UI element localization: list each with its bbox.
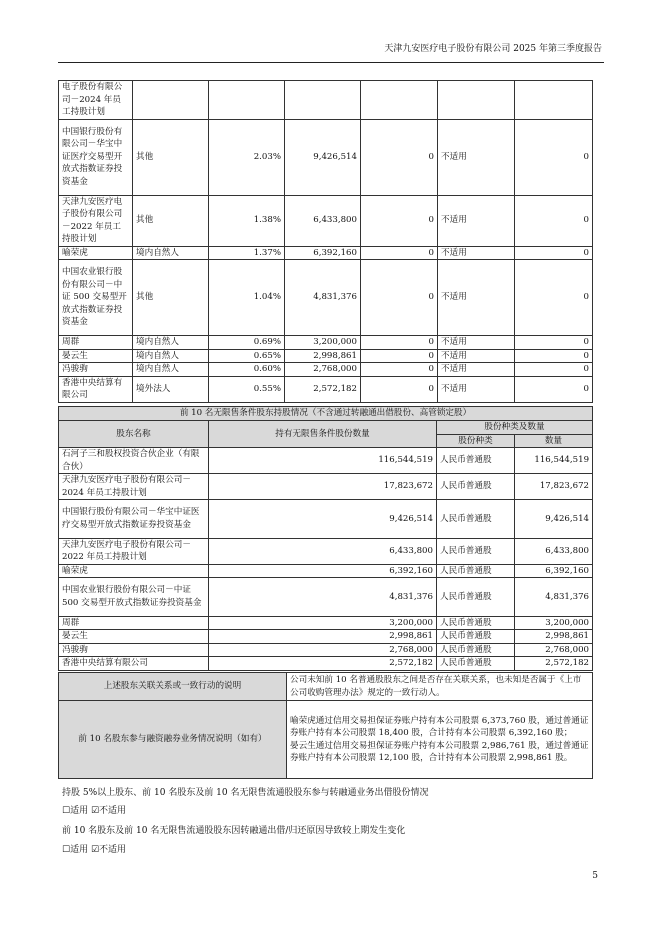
shares-held: 6,433,800 bbox=[285, 195, 361, 246]
margin-text-2: 晏云生通过信用交易担保证券账户持有本公司股票 2,986,761 股，通过普通证券账户持有本公司股票 12,100 股，合计持有本公司股票 2,998,861 股。 bbox=[290, 740, 589, 763]
top10-shareholders-table bbox=[58, 80, 593, 403]
shares-held: 2,768,000 bbox=[285, 363, 361, 377]
shareholding-ratio: 1.37% bbox=[209, 246, 285, 260]
table-row bbox=[59, 538, 593, 564]
shareholder-name: 天津九安医疗电子股份有限公司－2022 年员工持股计划 bbox=[59, 195, 133, 246]
unrestricted-count: 9,426,514 bbox=[209, 500, 437, 539]
report-header-title: 天津九安医疗电子股份有限公司 2025 年第三季度报告 bbox=[384, 44, 602, 54]
change-options bbox=[62, 842, 126, 855]
pledge-status: 不适用 bbox=[438, 260, 515, 336]
pledge-quantity: 0 bbox=[515, 349, 593, 363]
shareholding-ratio bbox=[209, 81, 285, 120]
shareholder-name: 中国银行股份有限公司－华宝中证医疗交易型开放式指数证券投资基金 bbox=[59, 500, 209, 539]
unrestricted-count: 116,544,519 bbox=[209, 448, 437, 474]
shareholder-name: 中国银行股份有限公司－华宝中证医疗交易型开放式指数证券投资基金 bbox=[59, 119, 133, 195]
unrestricted-count: 2,572,182 bbox=[209, 657, 437, 671]
shareholder-name: 冯骏驹 bbox=[59, 643, 209, 657]
share-quantity: 4,831,376 bbox=[515, 578, 593, 617]
shareholder-nature: 境内自然人 bbox=[133, 336, 209, 350]
table-row bbox=[59, 81, 593, 120]
table-row bbox=[59, 119, 593, 195]
shareholder-name: 周群 bbox=[59, 336, 133, 350]
table-row bbox=[59, 336, 593, 350]
table-row bbox=[59, 349, 593, 363]
share-type: 人民币普通股 bbox=[437, 643, 515, 657]
option-not-applicable: 不适用 bbox=[99, 845, 127, 855]
table-row bbox=[59, 376, 593, 402]
shareholder-nature bbox=[133, 81, 209, 120]
checkbox-empty-icon: ☐ bbox=[62, 845, 71, 855]
pledge-status: 不适用 bbox=[438, 363, 515, 377]
restricted-shares: 0 bbox=[361, 363, 438, 377]
share-quantity: 2,998,861 bbox=[515, 630, 593, 644]
table-row bbox=[59, 260, 593, 336]
shareholder-name: 周群 bbox=[59, 616, 209, 630]
shareholder-name: 晏云生 bbox=[59, 630, 209, 644]
shareholder-name: 晏云生 bbox=[59, 349, 133, 363]
shareholder-nature: 境内自然人 bbox=[133, 349, 209, 363]
pledge-status: 不适用 bbox=[438, 336, 515, 350]
shareholder-name: 中国农业银行股份有限公司－中证 500 交易型开放式指数证券投资基金 bbox=[59, 260, 133, 336]
shareholding-ratio: 0.60% bbox=[209, 363, 285, 377]
share-quantity: 2,768,000 bbox=[515, 643, 593, 657]
table-row bbox=[59, 195, 593, 246]
share-type: 人民币普通股 bbox=[437, 538, 515, 564]
margin-label: 前 10 名股东参与融资融券业务情况说明（如有） bbox=[59, 701, 287, 779]
share-type: 人民币普通股 bbox=[437, 564, 515, 578]
shareholding-ratio: 2.03% bbox=[209, 119, 285, 195]
table-row bbox=[59, 246, 593, 260]
shareholder-nature: 境内自然人 bbox=[133, 246, 209, 260]
col-header-type-group: 股份种类及数量 bbox=[437, 421, 593, 435]
option-applicable: 适用 bbox=[70, 845, 89, 855]
shareholding-ratio: 0.55% bbox=[209, 376, 285, 402]
shares-held: 6,392,160 bbox=[285, 246, 361, 260]
page-number: 5 bbox=[592, 871, 598, 881]
option-not-applicable: 不适用 bbox=[99, 806, 127, 816]
shareholder-name: 天津九安医疗电子股份有限公司－2024 年员工持股计划 bbox=[59, 474, 209, 500]
share-quantity: 2,572,182 bbox=[515, 657, 593, 671]
shareholding-ratio: 1.38% bbox=[209, 195, 285, 246]
table-row bbox=[59, 578, 593, 617]
checkbox-checked-icon: ☑ bbox=[90, 845, 100, 855]
share-type: 人民币普通股 bbox=[437, 630, 515, 644]
unrestricted-shareholders-table bbox=[58, 406, 593, 671]
pledge-status: 不适用 bbox=[438, 246, 515, 260]
share-quantity: 6,433,800 bbox=[515, 538, 593, 564]
restricted-shares: 0 bbox=[361, 195, 438, 246]
unrestricted-count: 2,768,000 bbox=[209, 643, 437, 657]
col-header-count: 持有无限售条件股份数量 bbox=[209, 421, 437, 448]
shareholder-nature: 境外法人 bbox=[133, 376, 209, 402]
pledge-quantity: 0 bbox=[515, 363, 593, 377]
share-quantity: 17,823,672 bbox=[515, 474, 593, 500]
col-header-qty: 数量 bbox=[515, 434, 593, 448]
share-type: 人民币普通股 bbox=[437, 474, 515, 500]
share-type: 人民币普通股 bbox=[437, 500, 515, 539]
shares-held: 9,426,514 bbox=[285, 119, 361, 195]
restricted-shares: 0 bbox=[361, 260, 438, 336]
table-row bbox=[59, 474, 593, 500]
shareholder-nature: 其他 bbox=[133, 195, 209, 246]
shares-held: 3,200,000 bbox=[285, 336, 361, 350]
unrestricted-count: 2,998,861 bbox=[209, 630, 437, 644]
pledge-status: 不适用 bbox=[438, 195, 515, 246]
change-paragraph: 前 10 名股东及前 10 名无限售流通股股东因转融通出借/归还原因导致较上期发生变化 bbox=[62, 826, 406, 836]
pledge-quantity: 0 bbox=[515, 195, 593, 246]
shareholder-name: 香港中央结算有限公司 bbox=[59, 657, 209, 671]
pledge-quantity bbox=[515, 81, 593, 120]
unrestricted-count: 6,392,160 bbox=[209, 564, 437, 578]
shares-held bbox=[285, 81, 361, 120]
shareholder-nature: 境内自然人 bbox=[133, 363, 209, 377]
shareholding-ratio: 1.04% bbox=[209, 260, 285, 336]
shareholder-name: 天津九安医疗电子股份有限公司－2022 年员工持股计划 bbox=[59, 538, 209, 564]
header-divider bbox=[58, 62, 604, 63]
relation-label: 上述股东关联关系或一致行动的说明 bbox=[59, 673, 287, 701]
shares-held: 2,998,861 bbox=[285, 349, 361, 363]
lending-paragraph: 持股 5%以上股东、前 10 名股东及前 10 名无限售流通股股东参与转融通业务出借股份情况 bbox=[62, 788, 429, 798]
share-type: 人民币普通股 bbox=[437, 657, 515, 671]
table-row bbox=[59, 363, 593, 377]
shareholder-name: 中国农业银行股份有限公司－中证 500 交易型开放式指数证券投资基金 bbox=[59, 578, 209, 617]
pledge-quantity: 0 bbox=[515, 119, 593, 195]
pledge-status: 不适用 bbox=[438, 376, 515, 402]
checkbox-checked-icon: ☑ bbox=[90, 806, 100, 816]
shareholder-name: 香港中央结算有限公司 bbox=[59, 376, 133, 402]
restricted-shares: 0 bbox=[361, 119, 438, 195]
shareholder-name: 冯骏驹 bbox=[59, 363, 133, 377]
restricted-shares: 0 bbox=[361, 246, 438, 260]
restricted-shares: 0 bbox=[361, 336, 438, 350]
option-applicable: 适用 bbox=[70, 806, 89, 816]
shareholder-nature: 其他 bbox=[133, 260, 209, 336]
shareholder-nature: 其他 bbox=[133, 119, 209, 195]
pledge-quantity: 0 bbox=[515, 376, 593, 402]
share-quantity: 6,392,160 bbox=[515, 564, 593, 578]
checkbox-empty-icon: ☐ bbox=[62, 806, 71, 816]
unrestricted-count: 4,831,376 bbox=[209, 578, 437, 617]
shareholding-ratio: 0.65% bbox=[209, 349, 285, 363]
pledge-quantity: 0 bbox=[515, 336, 593, 350]
shareholder-name: 石河子三和股权投资合伙企业（有限合伙） bbox=[59, 448, 209, 474]
relation-text: 公司未知前 10 名普通股股东之间是否存在关联关系，也未知是否属于《上市公司收购管理办法》规定的一致行动人。 bbox=[287, 673, 593, 701]
unrestricted-count: 3,200,000 bbox=[209, 616, 437, 630]
shareholder-name: 喻荣虎 bbox=[59, 564, 209, 578]
shareholder-name: 喻荣虎 bbox=[59, 246, 133, 260]
table-row bbox=[59, 657, 593, 671]
shareholder-notes-table bbox=[58, 672, 593, 779]
shares-held: 2,572,182 bbox=[285, 376, 361, 402]
table-row bbox=[59, 564, 593, 578]
pledge-quantity: 0 bbox=[515, 260, 593, 336]
restricted-shares: 0 bbox=[361, 376, 438, 402]
table-row bbox=[59, 630, 593, 644]
margin-text-1: 喻荣虎通过信用交易担保证券账户持有本公司股票 6,373,760 股，通过普通证券账户持有本公司股票 18,400 股，合计持有本公司股票 6,392,160 股； bbox=[290, 715, 589, 738]
pledge-status: 不适用 bbox=[438, 119, 515, 195]
restricted-shares bbox=[361, 81, 438, 120]
margin-text bbox=[287, 701, 593, 779]
pledge-status: 不适用 bbox=[438, 349, 515, 363]
col-header-name: 股东名称 bbox=[59, 421, 209, 448]
shares-held: 4,831,376 bbox=[285, 260, 361, 336]
share-quantity: 3,200,000 bbox=[515, 616, 593, 630]
table-row bbox=[59, 643, 593, 657]
lending-options bbox=[62, 803, 126, 816]
unrestricted-count: 17,823,672 bbox=[209, 474, 437, 500]
pledge-quantity: 0 bbox=[515, 246, 593, 260]
share-quantity: 116,544,519 bbox=[515, 448, 593, 474]
shareholding-ratio: 0.69% bbox=[209, 336, 285, 350]
col-header-type: 股份种类 bbox=[437, 434, 515, 448]
pledge-status bbox=[438, 81, 515, 120]
unrestricted-table-title: 前 10 名无限售条件股东持股情况（不含通过转融通出借股份、高管锁定股） bbox=[59, 407, 593, 421]
unrestricted-count: 6,433,800 bbox=[209, 538, 437, 564]
share-type: 人民币普通股 bbox=[437, 448, 515, 474]
shareholder-name: 电子股份有限公司－2024 年员工持股计划 bbox=[59, 81, 133, 120]
share-quantity: 9,426,514 bbox=[515, 500, 593, 539]
share-type: 人民币普通股 bbox=[437, 616, 515, 630]
restricted-shares: 0 bbox=[361, 349, 438, 363]
table-row bbox=[59, 616, 593, 630]
table-row bbox=[59, 500, 593, 539]
share-type: 人民币普通股 bbox=[437, 578, 515, 617]
table-row bbox=[59, 448, 593, 474]
